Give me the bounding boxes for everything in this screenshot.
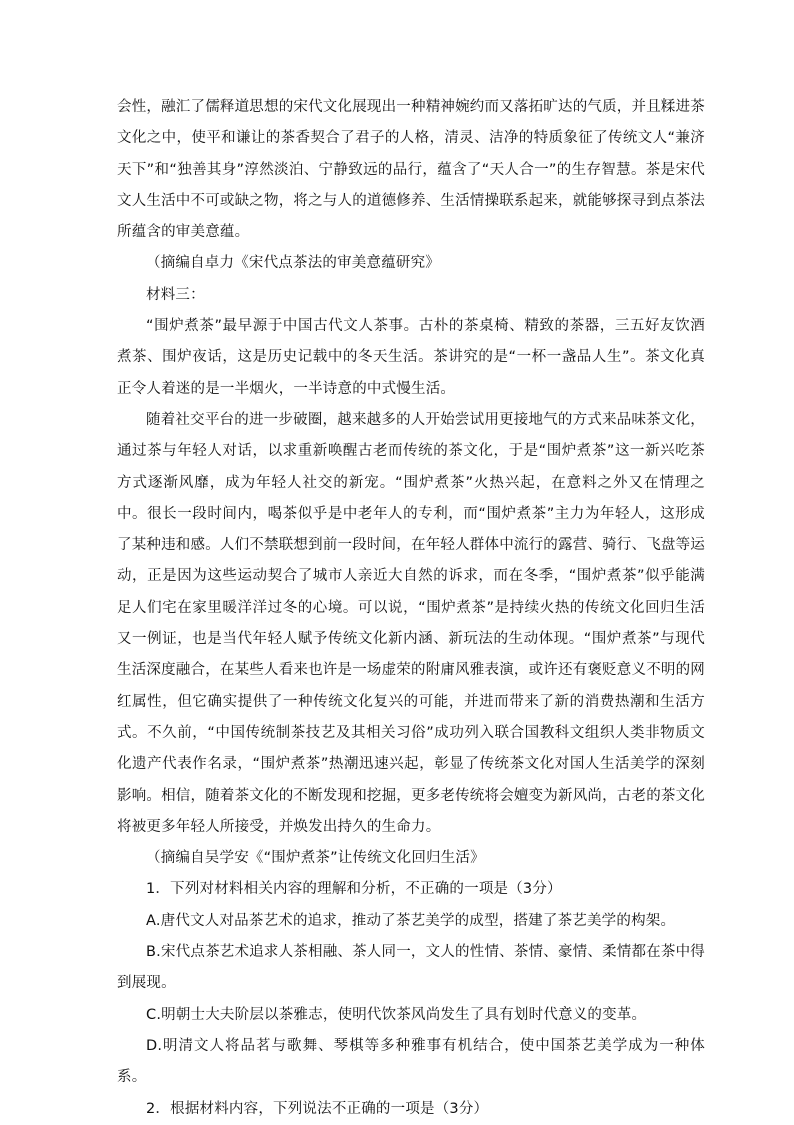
source-citation-3: （摘编自吴学安《“围炉煮茶”让传统文化回归生活》 <box>146 850 485 867</box>
question-1-option-c: C.明朝士大夫阶层以茶雅志，使明代饮茶风尚发生了具有划时代意义的变革。 <box>146 1006 647 1023</box>
material-3-heading: 材料三： <box>146 286 205 303</box>
question-1: 1．下列对材料相关内容的理解和分析，不正确的一项是（3分） <box>146 881 562 898</box>
question-2: 2．根据材料内容，下列说法不正确的一项是（3分） <box>146 1100 489 1117</box>
question-1-option-b: B.宋代点茶艺术追求人茶相融、茶人同一，文人的性情、茶情、豪情、柔情都在茶中得到展现。 <box>117 944 705 992</box>
question-1-option-a: A.唐代文人对品茶艺术的追求，推动了茶艺美学的成型，搭建了茶艺美学的构架。 <box>146 912 676 929</box>
question-1-option-d: D.明清文人将品茗与歌舞、琴棋等多种雅事有机结合，使中国茶艺美学成为一种体系。 <box>117 1037 705 1086</box>
material-3-paragraph-2: 随着社交平台的进一步破圈，越来越多的人开始尝试用更接地气的方式来品味茶文化，通过茶与年轻人对话，以求重新唤醒古老而传统的茶文化，于是“围炉煮茶”这一新兴吃茶方式逐渐风靡，成为年轻人社交的新宠。“围炉煮茶”火热兴起，在意料之外又在情理之中。很长一段时间内，喝茶似乎是中老年人的专利，而“围炉煮茶”主力为年轻人，这形成了某种违和感。人们不禁联想到前一段时间，在年轻人群体中流行的露营、骑行、飞盘等运动，正是因为这些运动契合了城市人亲近大自然的诉求，而在冬季，“围炉煮茶”似乎能满足人们宅在家里暖洋洋过冬的心境。可以说，“围炉煮茶”是持续火热的传统文化回归生活又一例证，也是当代年轻人赋予传统文化新内涵、新玩法的生动体现。“围炉煮茶”与现代生活深度融合，在某些人看来也许是一场虚荣的附庸风雅表演，或许还有褒贬意义不明的网红属性，但它确实提供了一种传统文化复兴的可能，并进而带来了新的消费热潮和生活方式。不久前，“中国传统制茶技艺及其相关习俗”成功列入联合国教科文组织人类非物质文化遗产代表作名录，“围炉煮茶”热潮迅速兴起，彰显了传统茶文化对国人生活美学的深刻影响。相信，随着茶文化的不断发现和挖掘，更多老传统将会嬗变为新风尚，古老的茶文化将被更多年轻人所接受，并焕发出持久的生命力。 <box>117 411 705 835</box>
source-citation-2: （摘编自卓力《宋代点茶法的审美意蕴研究》 <box>146 255 440 272</box>
document-page <box>117 92 705 1125</box>
continuation-paragraph: 会性，融汇了儒释道思想的宋代文化展现出一种精神婉约而又落拓旷达的气质，并且糅进茶文化之中，使平和谦让的茶香契合了君子的人格，清灵、洁净的特质象征了传统文人“兼济天下”和“独善其身”淳然淡泊、宁静致远的品行，蕴含了“天人合一”的生存智慧。茶是宋代文人生活中不可或缺之物，将之与人的道德修养、生活情操联系起来，就能够探寻到点茶法所蕴含的审美意蕴。 <box>117 99 705 241</box>
material-3-paragraph-1: “围炉煮茶”最早源于中国古代文人茶事。古朴的茶桌椅、精致的茶器，三五好友饮酒煮茶、围炉夜话，这是历史记载中的冬天生活。茶讲究的是“一杯一盏品人生”。茶文化真正令人着迷的是一半烟火，一半诗意的中式慢生活。 <box>117 318 705 397</box>
